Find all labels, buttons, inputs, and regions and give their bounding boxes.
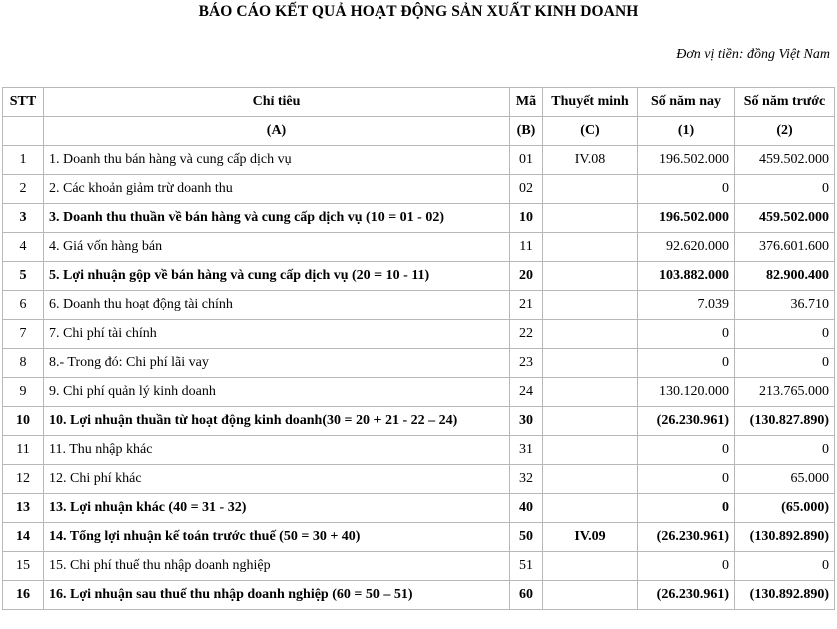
cell-code: 51 bbox=[510, 552, 543, 581]
cell-current: 130.120.000 bbox=[638, 378, 735, 407]
subheader-stt bbox=[3, 117, 44, 146]
cell-item: 12. Chi phí khác bbox=[44, 465, 510, 494]
table-row bbox=[3, 349, 835, 378]
cell-note bbox=[543, 349, 638, 378]
cell-code: 01 bbox=[510, 146, 543, 175]
cell-current: 92.620.000 bbox=[638, 233, 735, 262]
cell-current: 0 bbox=[638, 349, 735, 378]
cell-previous: 459.502.000 bbox=[735, 204, 835, 233]
cell-item: 8.- Trong đó: Chi phí lãi vay bbox=[44, 349, 510, 378]
cell-stt: 12 bbox=[3, 465, 44, 494]
cell-item: 2. Các khoản giảm trừ doanh thu bbox=[44, 175, 510, 204]
cell-code: 31 bbox=[510, 436, 543, 465]
cell-stt: 15 bbox=[3, 552, 44, 581]
cell-stt: 6 bbox=[3, 291, 44, 320]
cell-note bbox=[543, 204, 638, 233]
cell-previous: (130.892.890) bbox=[735, 581, 835, 610]
cell-note bbox=[543, 552, 638, 581]
cell-code: 32 bbox=[510, 465, 543, 494]
cell-code: 11 bbox=[510, 233, 543, 262]
cell-previous: (130.827.890) bbox=[735, 407, 835, 436]
cell-current: (26.230.961) bbox=[638, 581, 735, 610]
cell-code: 20 bbox=[510, 262, 543, 291]
cell-previous: 36.710 bbox=[735, 291, 835, 320]
cell-previous: 65.000 bbox=[735, 465, 835, 494]
cell-previous: 82.900.400 bbox=[735, 262, 835, 291]
cell-note bbox=[543, 233, 638, 262]
cell-note bbox=[543, 407, 638, 436]
cell-note: IV.09 bbox=[543, 523, 638, 552]
table-row bbox=[3, 320, 835, 349]
table-row bbox=[3, 291, 835, 320]
cell-code: 50 bbox=[510, 523, 543, 552]
cell-current: 103.882.000 bbox=[638, 262, 735, 291]
cell-current: 0 bbox=[638, 175, 735, 204]
cell-stt: 14 bbox=[3, 523, 44, 552]
cell-item: 1. Doanh thu bán hàng và cung cấp dịch vụ bbox=[44, 146, 510, 175]
table-row bbox=[3, 175, 835, 204]
cell-stt: 4 bbox=[3, 233, 44, 262]
cell-code: 10 bbox=[510, 204, 543, 233]
cell-current: 0 bbox=[638, 465, 735, 494]
cell-previous: 0 bbox=[735, 320, 835, 349]
cell-current: 7.039 bbox=[638, 291, 735, 320]
cell-item: 5. Lợi nhuận gộp về bán hàng và cung cấp dịch vụ (20 = 10 - 11) bbox=[44, 262, 510, 291]
cell-current: 196.502.000 bbox=[638, 204, 735, 233]
cell-stt: 2 bbox=[3, 175, 44, 204]
header-code: Mã bbox=[510, 88, 543, 117]
cell-stt: 11 bbox=[3, 436, 44, 465]
table-row bbox=[3, 581, 835, 610]
table-row bbox=[3, 494, 835, 523]
table-row bbox=[3, 465, 835, 494]
cell-code: 40 bbox=[510, 494, 543, 523]
table-row bbox=[3, 523, 835, 552]
table-row bbox=[3, 378, 835, 407]
cell-stt: 1 bbox=[3, 146, 44, 175]
header-note: Thuyết minh bbox=[543, 88, 638, 117]
cell-item: 3. Doanh thu thuần về bán hàng và cung cấp dịch vụ (10 = 01 - 02) bbox=[44, 204, 510, 233]
cell-stt: 16 bbox=[3, 581, 44, 610]
cell-note bbox=[543, 175, 638, 204]
subheader-current-year: (1) bbox=[638, 117, 735, 146]
cell-stt: 13 bbox=[3, 494, 44, 523]
cell-item: 9. Chi phí quản lý kinh doanh bbox=[44, 378, 510, 407]
cell-previous: 376.601.600 bbox=[735, 233, 835, 262]
cell-stt: 7 bbox=[3, 320, 44, 349]
cell-current: (26.230.961) bbox=[638, 523, 735, 552]
cell-item: 14. Tổng lợi nhuận kế toán trước thuế (50 = 30 + 40) bbox=[44, 523, 510, 552]
cell-note: IV.08 bbox=[543, 146, 638, 175]
cell-code: 30 bbox=[510, 407, 543, 436]
cell-current: 0 bbox=[638, 494, 735, 523]
cell-code: 23 bbox=[510, 349, 543, 378]
cell-note bbox=[543, 465, 638, 494]
table-row bbox=[3, 552, 835, 581]
table-row bbox=[3, 204, 835, 233]
cell-item: 16. Lợi nhuận sau thuế thu nhập doanh nghiệp (60 = 50 – 51) bbox=[44, 581, 510, 610]
cell-current: 0 bbox=[638, 320, 735, 349]
cell-note bbox=[543, 494, 638, 523]
cell-current: 0 bbox=[638, 552, 735, 581]
cell-item: 15. Chi phí thuế thu nhập doanh nghiệp bbox=[44, 552, 510, 581]
cell-stt: 5 bbox=[3, 262, 44, 291]
cell-previous: (130.892.890) bbox=[735, 523, 835, 552]
cell-item: 4. Giá vốn hàng bán bbox=[44, 233, 510, 262]
cell-stt: 10 bbox=[3, 407, 44, 436]
cell-note bbox=[543, 320, 638, 349]
table-row bbox=[3, 436, 835, 465]
cell-note bbox=[543, 378, 638, 407]
cell-note bbox=[543, 436, 638, 465]
subheader-row bbox=[3, 117, 835, 146]
report-title: BÁO CÁO KẾT QUẢ HOẠT ĐỘNG SẢN XUẤT KINH DOANH bbox=[198, 3, 639, 20]
header-previous-year: Số năm trước bbox=[735, 88, 835, 117]
cell-item: 7. Chi phí tài chính bbox=[44, 320, 510, 349]
cell-stt: 8 bbox=[3, 349, 44, 378]
subheader-item: (A) bbox=[44, 117, 510, 146]
currency-unit-note: Đơn vị tiền: đồng Việt Nam bbox=[676, 47, 830, 62]
cell-previous: 0 bbox=[735, 349, 835, 378]
header-current-year: Số năm nay bbox=[638, 88, 735, 117]
cell-previous: 0 bbox=[735, 552, 835, 581]
table-row bbox=[3, 146, 835, 175]
subheader-note: (C) bbox=[543, 117, 638, 146]
cell-item: 10. Lợi nhuận thuần từ hoạt động kinh doanh(30 = 20 + 21 - 22 – 24) bbox=[44, 407, 510, 436]
cell-code: 24 bbox=[510, 378, 543, 407]
table-body bbox=[3, 146, 835, 610]
cell-previous: 213.765.000 bbox=[735, 378, 835, 407]
header-stt: STT bbox=[3, 88, 44, 117]
table-row bbox=[3, 407, 835, 436]
cell-note bbox=[543, 581, 638, 610]
cell-current: (26.230.961) bbox=[638, 407, 735, 436]
cell-item: 13. Lợi nhuận khác (40 = 31 - 32) bbox=[44, 494, 510, 523]
cell-stt: 9 bbox=[3, 378, 44, 407]
cell-previous: 459.502.000 bbox=[735, 146, 835, 175]
subheader-previous-year: (2) bbox=[735, 117, 835, 146]
header-item: Chỉ tiêu bbox=[44, 88, 510, 117]
cell-code: 21 bbox=[510, 291, 543, 320]
cell-note bbox=[543, 262, 638, 291]
header-row bbox=[3, 88, 835, 117]
cell-item: 6. Doanh thu hoạt động tài chính bbox=[44, 291, 510, 320]
cell-previous: 0 bbox=[735, 436, 835, 465]
cell-current: 196.502.000 bbox=[638, 146, 735, 175]
cell-stt: 3 bbox=[3, 204, 44, 233]
cell-previous: 0 bbox=[735, 175, 835, 204]
cell-code: 22 bbox=[510, 320, 543, 349]
cell-current: 0 bbox=[638, 436, 735, 465]
cell-code: 02 bbox=[510, 175, 543, 204]
table-row bbox=[3, 233, 835, 262]
cell-previous: (65.000) bbox=[735, 494, 835, 523]
table-row bbox=[3, 262, 835, 291]
cell-note bbox=[543, 291, 638, 320]
cell-code: 60 bbox=[510, 581, 543, 610]
subheader-code: (B) bbox=[510, 117, 543, 146]
cell-item: 11. Thu nhập khác bbox=[44, 436, 510, 465]
income-statement-table bbox=[2, 87, 835, 610]
